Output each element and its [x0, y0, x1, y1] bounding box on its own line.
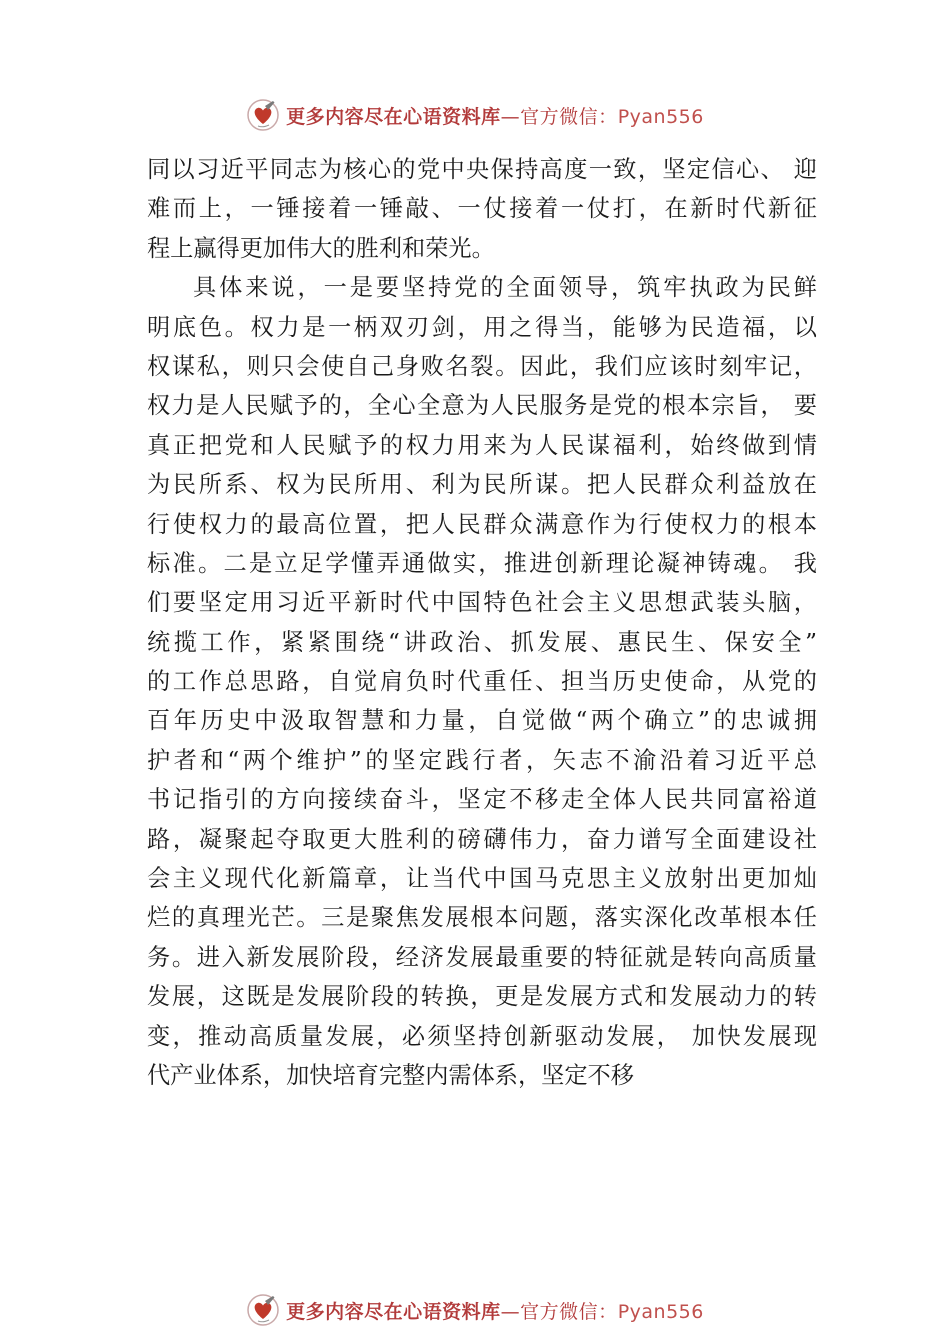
header-banner-inner: [246, 98, 704, 132]
footer-wechat-id: Pyan556: [617, 1300, 704, 1323]
text-line: 统揽工作，紧紧围绕“讲政治、抓发展、惠民生、保安全”: [147, 628, 817, 656]
text-line: 权谋私，则只会使自己身败名裂。因此，我们应该时刻牢记，: [147, 352, 817, 380]
text-line: 行使权力的最高位置，把人民群众满意作为行使权力的根本: [147, 510, 817, 538]
text-line: 务。进入新发展阶段，经济发展最重要的特征就是转向高质量: [147, 943, 817, 971]
text-line: 护者和“两个维护”的坚定践行者，矢志不渝沿着习近平总: [147, 746, 817, 774]
text-line: 书记指引的方向接续奋斗，坚定不移走全体人民共同富裕道: [147, 786, 817, 814]
footer-text: [286, 1297, 704, 1324]
header-wechat-id: Pyan556: [617, 105, 704, 128]
document-body: [147, 150, 817, 1095]
header-text: [286, 102, 704, 129]
text-line: 为民所系、权为民所用、利为民所谋。把人民群众利益放在: [147, 471, 817, 499]
text-line: 变，推动高质量发展，必须坚持创新驱动发展， 加快发展现: [147, 1022, 817, 1050]
text-line: 会主义现代化新篇章，让当代中国马克思主义放射出更加灿: [147, 865, 817, 893]
text-line: 程上赢得更加伟大的胜利和荣光。: [147, 234, 495, 262]
footer-wechat-label: 官方微信：: [520, 1300, 618, 1323]
text-line: 发展，这既是发展阶段的转换，更是发展方式和发展动力的转: [147, 983, 817, 1011]
footer-site-text: 更多内容尽在心语资料库: [286, 1300, 501, 1323]
header-dash: —: [500, 105, 521, 128]
paragraph-1: [147, 150, 817, 268]
text-line: 同以习近平同志为核心的党中央保持高度一致，坚定信心、 迎: [147, 156, 817, 183]
header-site-text: 更多内容尽在心语资料库: [286, 105, 501, 128]
heart-pen-logo-icon: [246, 98, 280, 132]
paragraph-2: [147, 268, 817, 1095]
heart-pen-logo-icon: [246, 1293, 280, 1327]
text-line: 真正把党和人民赋予的权力用来为人民谋福利，始终做到情: [147, 431, 817, 459]
header-wechat-label: 官方微信：: [520, 105, 618, 128]
footer-dash: —: [500, 1300, 521, 1323]
footer-banner: [0, 1290, 950, 1330]
text-line: 烂的真理光芒。三是聚焦发展根本问题，落实深化改革根本任: [147, 904, 817, 932]
text-line: 明底色。权力是一柄双刃剑，用之得当，能够为民造福，以: [147, 313, 817, 341]
text-line: 代产业体系，加快培育完整内需体系，坚定不移: [147, 1061, 634, 1089]
text-line: 百年历史中汲取智慧和力量，自觉做“两个确立”的忠诚拥: [147, 707, 817, 735]
text-line: 路，凝聚起夺取更大胜利的磅礴伟力，奋力谱写全面建设社: [147, 825, 817, 853]
header-banner: [0, 95, 950, 135]
text-line: 难而上，一锤接着一锤敲、一仗接着一仗打，在新时代新征: [147, 195, 817, 223]
text-line: 标准。二是立足学懂弄通做实，推进创新理论凝神铸魂。 我: [147, 549, 817, 577]
footer-banner-inner: [246, 1293, 704, 1327]
text-line: 权力是人民赋予的，全心全意为人民服务是党的根本宗旨， 要: [147, 392, 817, 420]
text-line: 们要坚定用习近平新时代中国特色社会主义思想武装头脑，: [147, 589, 817, 617]
text-line: 的工作总思路，自觉肩负时代重任、担当历史使命，从党的: [147, 668, 817, 696]
text-line: 具体来说，一是要坚持党的全面领导，筑牢执政为民鲜: [193, 274, 817, 302]
